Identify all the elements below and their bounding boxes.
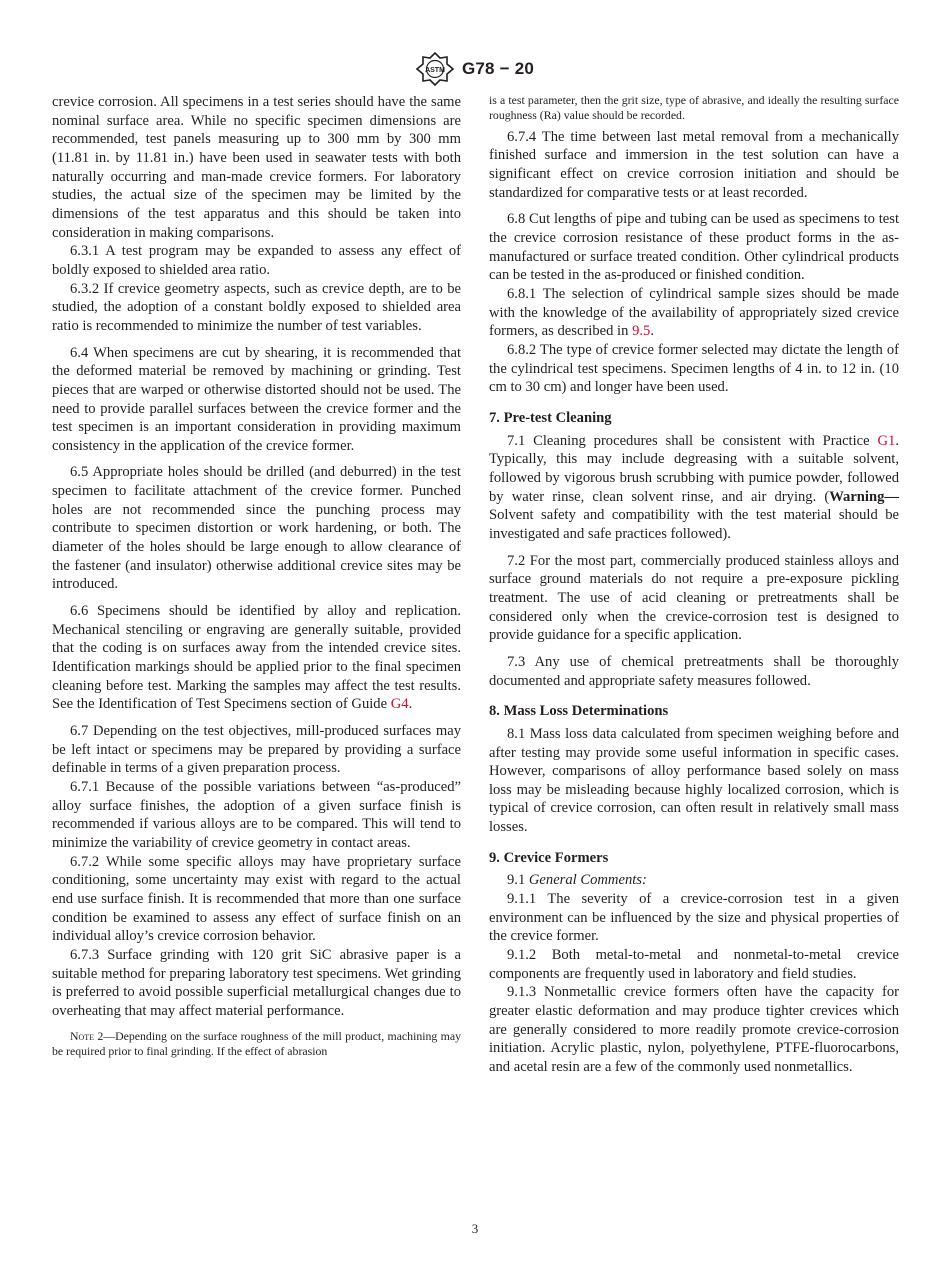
note-2: Note 2—Depending on the surface roughness of the mill product, machining may be required prior to final grinding. If the effect of abrasion — [52, 1028, 461, 1058]
guide-g4-link[interactable]: G4 — [390, 696, 409, 713]
paragraph-6-3-1: 6.3.1 A test program may be expanded to assess any effect of boldly exposed to shielded area ratio. — [52, 243, 461, 278]
paragraph-9-1: 9.1 General Comments: — [507, 872, 647, 889]
paragraph-7-2: 7.2 For the most part, commercially produced stainless alloys and surface ground materials do not require a pre-exposure pickling treatment. The use of acid cleaning or pretreatments shall be considered only when the crevice-corrosion test is designed to provide guidance for a specific application. — [489, 552, 899, 644]
paragraph-6-7-1: 6.7.1 Because of the possible variations between “as-produced” alloy surface finishes, the adoption of a given surface finish is recommended if various alloys are to be compared. This will tend to minimize the variability of crevice geometry in contact areas. — [52, 778, 461, 851]
section-7-heading: 7. Pre-test Cleaning — [489, 410, 612, 426]
note-2-cont: is a test parameter, then the grit size, type of abrasive, and ideally the resulting surface roughness (Ra) value should be recorded. — [489, 93, 899, 123]
standard-designation: G78 − 20 — [461, 59, 534, 78]
paragraph-6-8-1: 6.8.1 The selection of cylindrical sample sizes should be made with the knowledge of the availability of appropriately sized crevice formers, as described in 9.5. — [489, 286, 899, 340]
paragraph-6-3-2: 6.3.2 If crevice geometry aspects, such as crevice depth, are to be studied, the adoption of a constant boldly exposed to shielded area ratio is recommended to minimize the number of test variables. — [52, 280, 461, 334]
paragraph-9-1-1: 9.1.1 The severity of a crevice-corrosion test in a given environment can be influenced by the size and physical properties of the crevice former. — [489, 891, 899, 945]
paragraph-8-1: 8.1 Mass loss data calculated from specimen weighing before and after testing may provide some useful information in specific cases. However, comparisons of alloy performance based solely on mass loss may be misleading because highly localized corrosion, which is typical of crevice corrosion, can often result in relatively small mass losses. — [489, 725, 899, 836]
left-column — [52, 93, 461, 1059]
paragraph-9-1-2: 9.1.2 Both metal-to-metal and nonmetal-to-metal crevice components are frequently used in laboratory and field studies. — [489, 947, 899, 982]
paragraph-6-6: 6.6 Specimens should be identified by alloy and replication. Mechanical stenciling or engraving are generally suitable, provided that the coding is on surfaces away from the intended crevice sites. Identification markings should be applied prior to the final specimen cleaning before test. Marking the samples may affect the test results. See the Identification of Test Specimens section of Guide G4. — [52, 603, 461, 713]
svg-text:ASTM: ASTM — [425, 67, 445, 74]
paragraph-6-5: 6.5 Appropriate holes should be drilled (and deburred) in the test specimen to facilitate attachment of the crevice former. Punched holes are not recommended since the punching process may contribute to specimen distortion or work hardening, or both. The diameter of the holes should be large enough to allow clearance of the fastener (and insulator) otherwise additional crevice sites may be introduced. — [52, 464, 461, 593]
astm-logo-icon — [416, 52, 454, 86]
section-9-5-link[interactable]: 9.5 — [632, 323, 651, 340]
paragraph-6-3-cont: crevice corrosion. All specimens in a test series should have the same nominal surface area. While no specific specimen dimensions are recommended, test panels measuring up to 300 mm by 300 mm (11.81 in. by 11.81 in.) have been used in seawater tests with both naturally occurring and man-made crevice formers. For laboratory studies, the actual size of the specimen may be limited by the dimensions of the test apparatus and this should be taken into consideration in making comparisons. — [52, 94, 461, 241]
paragraph-6-4: 6.4 When specimens are cut by shearing, it is recommended that the deformed material be removed by machining or grinding. Test pieces that are warped or otherwise distorted should not be used. The need to provide parallel surfaces between the crevice former and the test specimen is an important consideration in providing maximum consistency in the application of the crevice former. — [52, 344, 461, 454]
paragraph-6-7-3: 6.7.3 Surface grinding with 120 grit SiC abrasive paper is a suitable method for preparing laboratory test specimens. Wet grinding is preferred to avoid possible superficial metallurgical changes due to overheating that may affect material performance. — [52, 946, 461, 1019]
paragraph-6-8: 6.8 Cut lengths of pipe and tubing can be used as specimens to test the crevice corrosion resistance of these product forms in the as-manufactured or surface treated condition. Other cylindrical products can be tested in the as-produced or finished condition. — [489, 211, 899, 284]
paragraph-6-7-4: 6.7.4 The time between last metal removal from a mechanically finished surface and immersion in the test solution can have a significant effect on crevice corrosion initiation and should be standardized for comparative tests or at least recorded. — [489, 128, 899, 201]
paragraph-6-7-2: 6.7.2 While some specific alloys may have proprietary surface conditioning, some uncertainty may exist with regard to the actual end use surface finish. It is recommended that more than one surface condition be examined to assess any effect of surface finish on an individual alloy’s crevice corrosion behavior. — [52, 853, 461, 945]
practice-g1-link[interactable]: G1 — [877, 432, 896, 449]
paragraph-6-7: 6.7 Depending on the test objectives, mill-produced surfaces may be left intact or specimens may be prepared by providing a surface definable in terms of a given preparation process. — [52, 723, 461, 777]
paragraph-9-1-3: 9.1.3 Nonmetallic crevice formers often have the capacity for greater elastic deformation and may produce tighter crevices which are generally considered to more readily promote crevice-corrosion initiation. Acrylic plastic, nylon, polyethylene, PTFE-fluorocarbons, and acetal resin are a few of the commonly used nonmetallics. — [489, 984, 899, 1075]
section-8-heading: 8. Mass Loss Determinations — [489, 703, 669, 720]
section-9-heading: 9. Crevice Formers — [489, 849, 609, 866]
paragraph-7-1: 7.1 Cleaning procedures shall be consistent with Practice G1. Typically, this may include degreasing with a suitable solvent, followed by vigorous brush scrubbing with pumice powder, followed by water rinse, clean solvent rinse, and air drying. (Warning—Solvent safety and compatibility with the test material should be investigated and safe practices followed). — [489, 432, 899, 542]
paragraph-6-8-2: 6.8.2 The type of crevice former selected may dictate the length of the cylindrical test specimens. Specimen lengths of 4 in. to 12 in. (10 cm to 30 cm) and longer have been used. — [489, 342, 899, 396]
right-column — [489, 93, 899, 1077]
page-header — [0, 52, 950, 86]
paragraph-7-3: 7.3 Any use of chemical pretreatments shall be thoroughly documented and appropriate safety measures followed. — [489, 653, 899, 689]
page-number: 3 — [471, 1221, 479, 1236]
